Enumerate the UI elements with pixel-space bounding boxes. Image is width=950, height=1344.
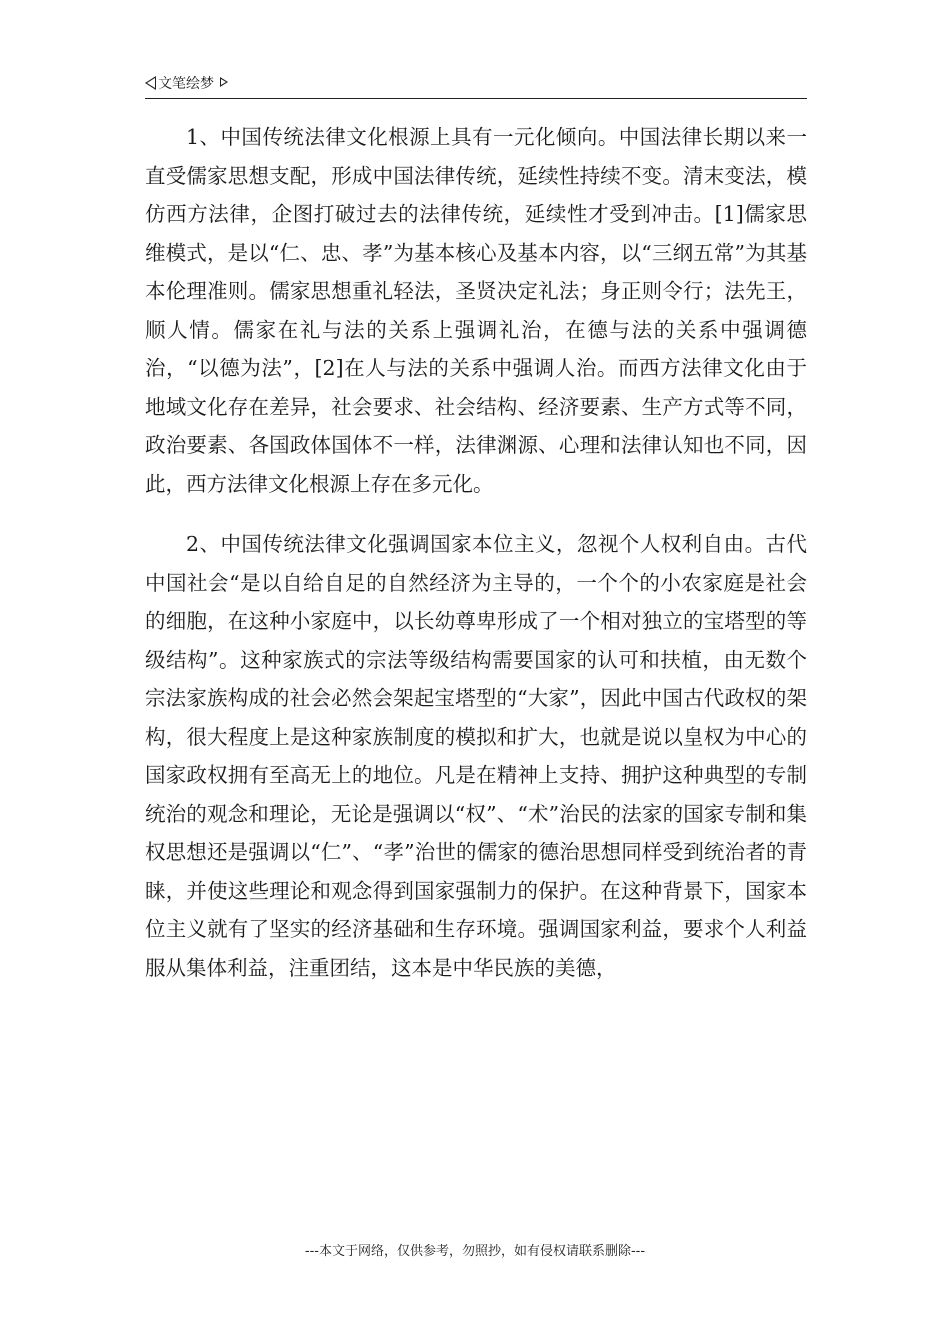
- paragraph-1: 1、中国传统法律文化根源上具有一元化倾向。中国法律长期以来一直受儒家思想支配，形成中国法律传统，延续性持续不变。清末变法，模仿西方法律，企图打破过去的法律传统，延续性才受到冲击。[1]儒家思维模式，是以“仁、忠、孝”为基本核心及基本内容，以“三纲五常”为其基本伦理准则。儒家思想重礼轻法，圣贤决定礼法；身正则令行；法先王，顺人情。儒家在礼与法的关系上强调礼治，在德与法的关系中强调德治，“以德为法”，[2]在人与法的关系中强调人治。而西方法律文化由于地域文化存在差异，社会要求、社会结构、经济要素、生产方式等不同，政治要素、各国政体国体不一样，法律渊源、心理和法律认知也不同，因此，西方法律文化根源上存在多元化。: [145, 125, 807, 496]
- header-brand: 文笔绘梦: [158, 76, 214, 92]
- footer-disclaimer: ---本文于网络，仅供参考，勿照抄，如有侵权请联系删除---: [304, 1244, 646, 1259]
- paragraph-2: 2、中国传统法律文化强调国家本位主义，忽视个人权利自由。古代中国社会“是以自给自足的自然经济为主导的，一个个的小农家庭是社会的细胞，在这种小家庭中，以长幼尊卑形成了一个相对独立的宝塔型的等级结构”。这种家族式的宗法等级结构需要国家的认可和扶植，由无数个宗法家族构成的社会必然会架起宝塔型的“大家”，因此中国古代政权的架构，很大程度上是这种家族制度的模拟和扩大，也就是说以皇权为中心的国家政权拥有至高无上的地位。凡是在精神上支持、拥护这种典型的专制统治的观念和理论，无论是强调以“权”、“术”治民的法家的国家专制和集权思想还是强调以“仁”、“孝”治世的儒家的德治思想同样受到统治者的青睐，并使这些理论和观念得到国家强制力的保护。在这种背景下，国家本位主义就有了坚实的经济基础和生存环境。强调国家利益，要求个人利益服从集体利益，注重团结，这本是中华民族的美德，: [145, 532, 807, 980]
- triangle-left-icon: [145, 76, 156, 90]
- triangle-right-icon: [220, 77, 228, 87]
- document-body: [145, 118, 807, 987]
- page-header: [145, 72, 807, 99]
